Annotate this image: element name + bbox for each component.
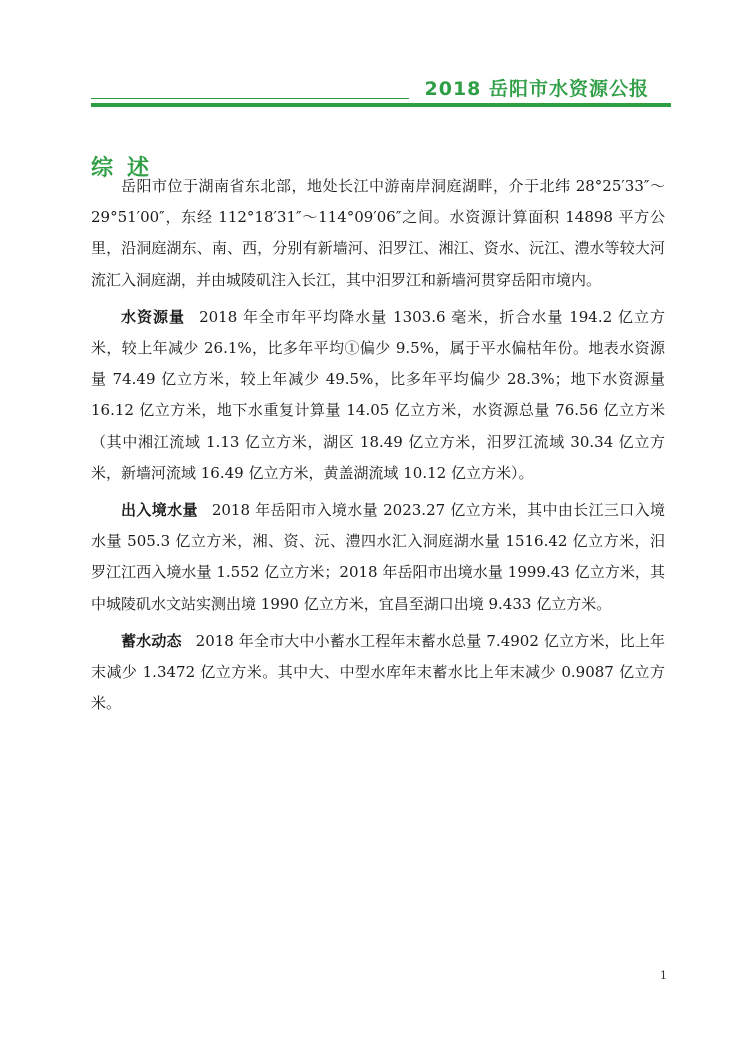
header-divider-thick (91, 103, 671, 107)
page-number: 1 (660, 969, 667, 982)
report-title: 2018 岳阳市水资源公报 (424, 78, 649, 100)
page-header (91, 68, 671, 108)
inflow-outflow-text: 2018 年岳阳市入境水量 2023.27 亿立方米，其中由长江三口入境水量 505.3 亿立方米，湘、资、沅、澧四水汇入洞庭湖水量 1516.42 亿立方米，汨罗江江西入境水量 1.552 亿立方米；2018 年岳阳市出境水量 1999.43 亿立方米，其中城陵矶水文站实测出境 1990 亿立方米，宜昌至湖口出境 9.433 亿立方米。 (91, 501, 665, 613)
section-heading: 综述 (91, 156, 164, 181)
header-divider-thin (91, 98, 409, 99)
overview-paragraph: 岳阳市位于湖南省东北部，地处长江中游南岸洞庭湖畔，介于北纬 28°25′33″～29°51′00″，东经 112°18′31″～114°09′06″之间。水资源计算面积 14898 平方公里，沿洞庭湖东、南、西，分别有新墙河、汨罗江、湘江、资水、沅江、澧水等较大河流汇入洞庭湖，并由城陵矶注入长江，其中汨罗江和新墙河贯穿岳阳市境内。 (91, 177, 665, 289)
body-content (91, 171, 665, 725)
inflow-outflow-term: 出入境水量 (121, 501, 198, 520)
inflow-outflow-paragraph (91, 495, 665, 620)
storage-paragraph (91, 626, 665, 720)
storage-term: 蓄水动态 (121, 631, 182, 650)
water-resources-text: 2018 年全市年平均降水量 1303.6 毫米，折合水量 194.2 亿立方米，较上年减少 26.1%，比多年平均①偏少 9.5%，属于平水偏枯年份。地表水资源量 74.49 亿立方米，较上年减少 49.5%，比多年平均偏少 28.3%；地下水资源量 16.12 亿立方米，地下水重复计算量 14.05 亿立方米，水资源总量 76.56 亿立方米（其中湘江流域 1.13 亿立方米，湖区 18.49 亿立方米，汨罗江流域 30.34 亿立方米，新墙河流域 16.49 亿立方米，黄盖湖流域 10.12 亿立方米）。 (91, 307, 665, 482)
water-resources-paragraph (91, 302, 665, 489)
storage-text: 2018 年全市大中小蓄水工程年末蓄水总量 7.4902 亿立方米，比上年末减少 1.3472 亿立方米。其中大、中型水库年末蓄水比上年末减少 0.9087 亿立方米。 (91, 631, 665, 713)
water-resources-term: 水资源量 (121, 307, 186, 326)
